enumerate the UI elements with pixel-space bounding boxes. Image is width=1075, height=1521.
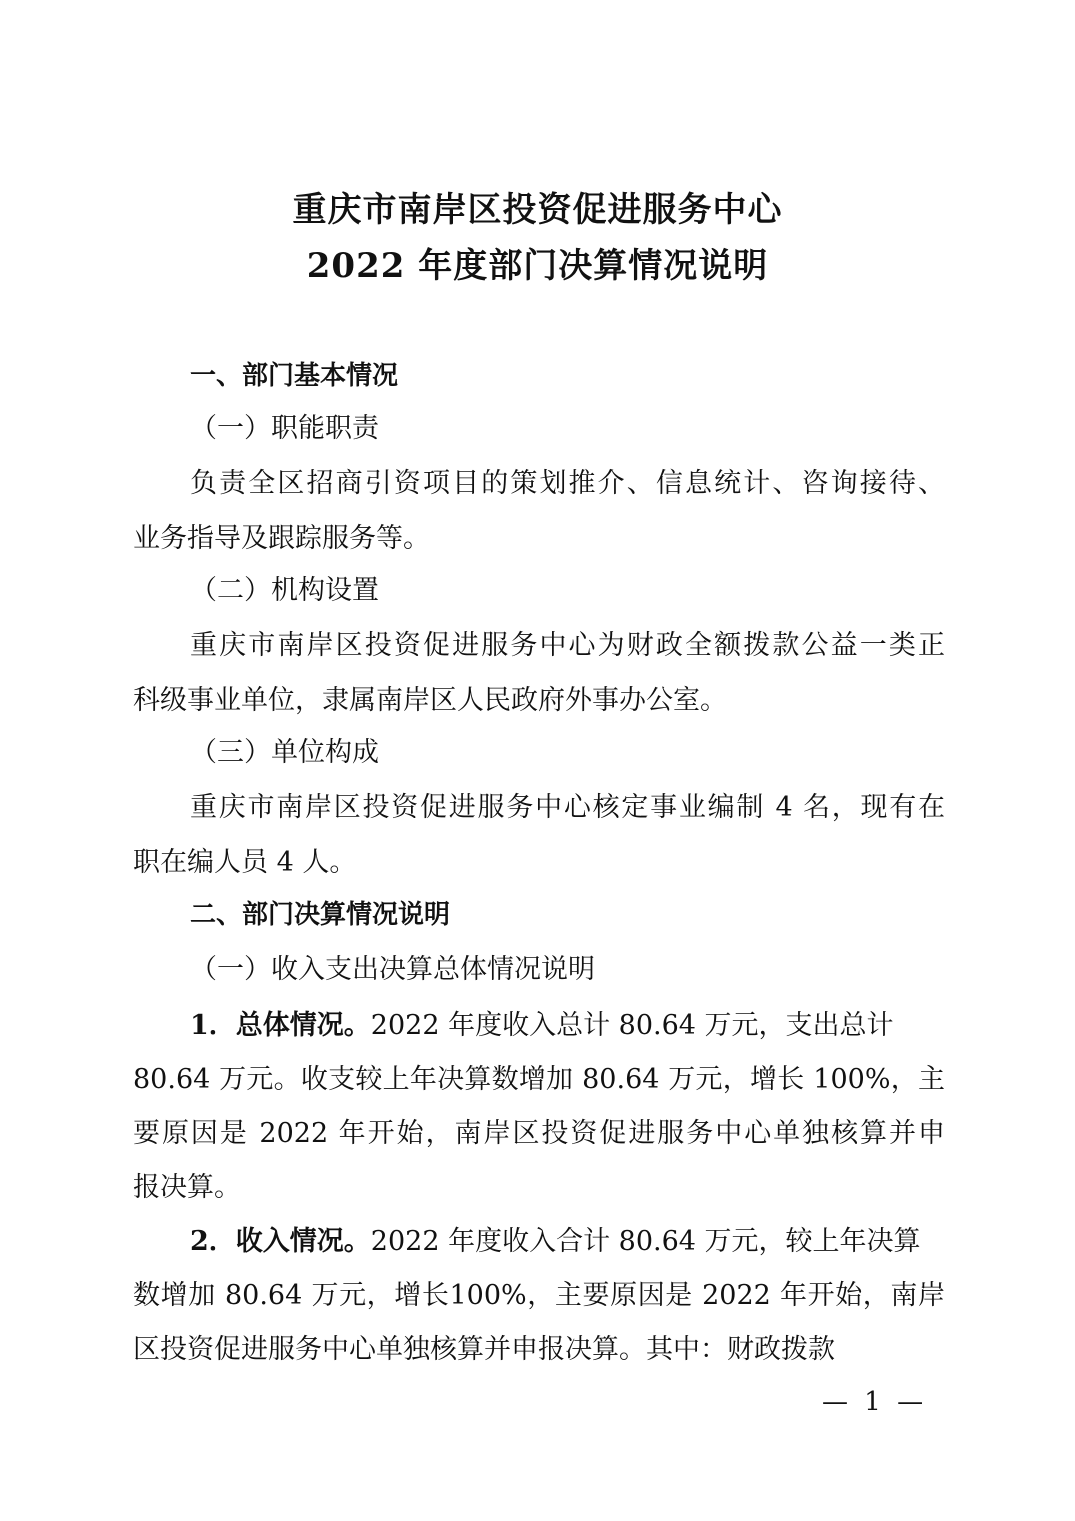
item-2-label: 2．收入情况。 xyxy=(190,1226,371,1257)
paragraph-line: 科级事业单位，隶属南岸区人民政府外事办公室。 xyxy=(133,685,727,716)
paragraph-line: 职在编人员 4 人。 xyxy=(133,847,357,878)
paragraph-line: 重庆市南岸区投资促进服务中心为财政全额拨款公益一类正 xyxy=(190,630,945,661)
paragraph-line: 业务指导及跟踪服务等。 xyxy=(133,523,430,554)
paragraph-line: 重庆市南岸区投资促进服务中心核定事业编制 4 名，现有在 xyxy=(190,792,945,823)
subsection-1-1-heading: （一）职能职责 xyxy=(190,413,379,444)
section-1-heading: 一、部门基本情况 xyxy=(190,361,399,391)
page-number: — 1 — xyxy=(822,1387,928,1417)
paragraph-line: 要原因是 2022 年开始，南岸区投资促进服务中心单独核算并申 xyxy=(133,1118,945,1149)
item-1-label: 1．总体情况。 xyxy=(190,1010,371,1041)
paragraph-line: 80.64 万元。收支较上年决算数增加 80.64 万元，增长 100%，主 xyxy=(133,1064,945,1095)
subsection-1-2-heading: （二）机构设置 xyxy=(190,575,379,606)
subsection-1-3-heading: （三）单位构成 xyxy=(190,737,379,768)
section-2-heading: 二、部门决算情况说明 xyxy=(190,900,451,930)
item-1-first-line xyxy=(190,1008,945,1044)
document-title-line-1: 重庆市南岸区投资促进服务中心 xyxy=(292,190,783,230)
subsection-2-1-heading: （一）收入支出决算总体情况说明 xyxy=(190,954,595,985)
document-title-line-2: 2022 年度部门决算情况说明 xyxy=(306,246,769,286)
paragraph-line: 区投资促进服务中心单独核算并申报决算。其中：财政拨款 xyxy=(133,1334,835,1365)
paragraph-line: 报决算。 xyxy=(133,1172,241,1203)
paragraph-line: 数增加 80.64 万元，增长100%，主要原因是 2022 年开始，南岸 xyxy=(133,1280,945,1311)
item-1-text: 2022 年度收入总计 80.64 万元，支出总计 xyxy=(370,1010,894,1041)
item-2-text: 2022 年度收入合计 80.64 万元，较上年决算 xyxy=(370,1226,921,1257)
paragraph-line: 负责全区招商引资项目的策划推介、信息统计、咨询接待、 xyxy=(190,468,945,499)
item-2-first-line xyxy=(190,1224,945,1260)
